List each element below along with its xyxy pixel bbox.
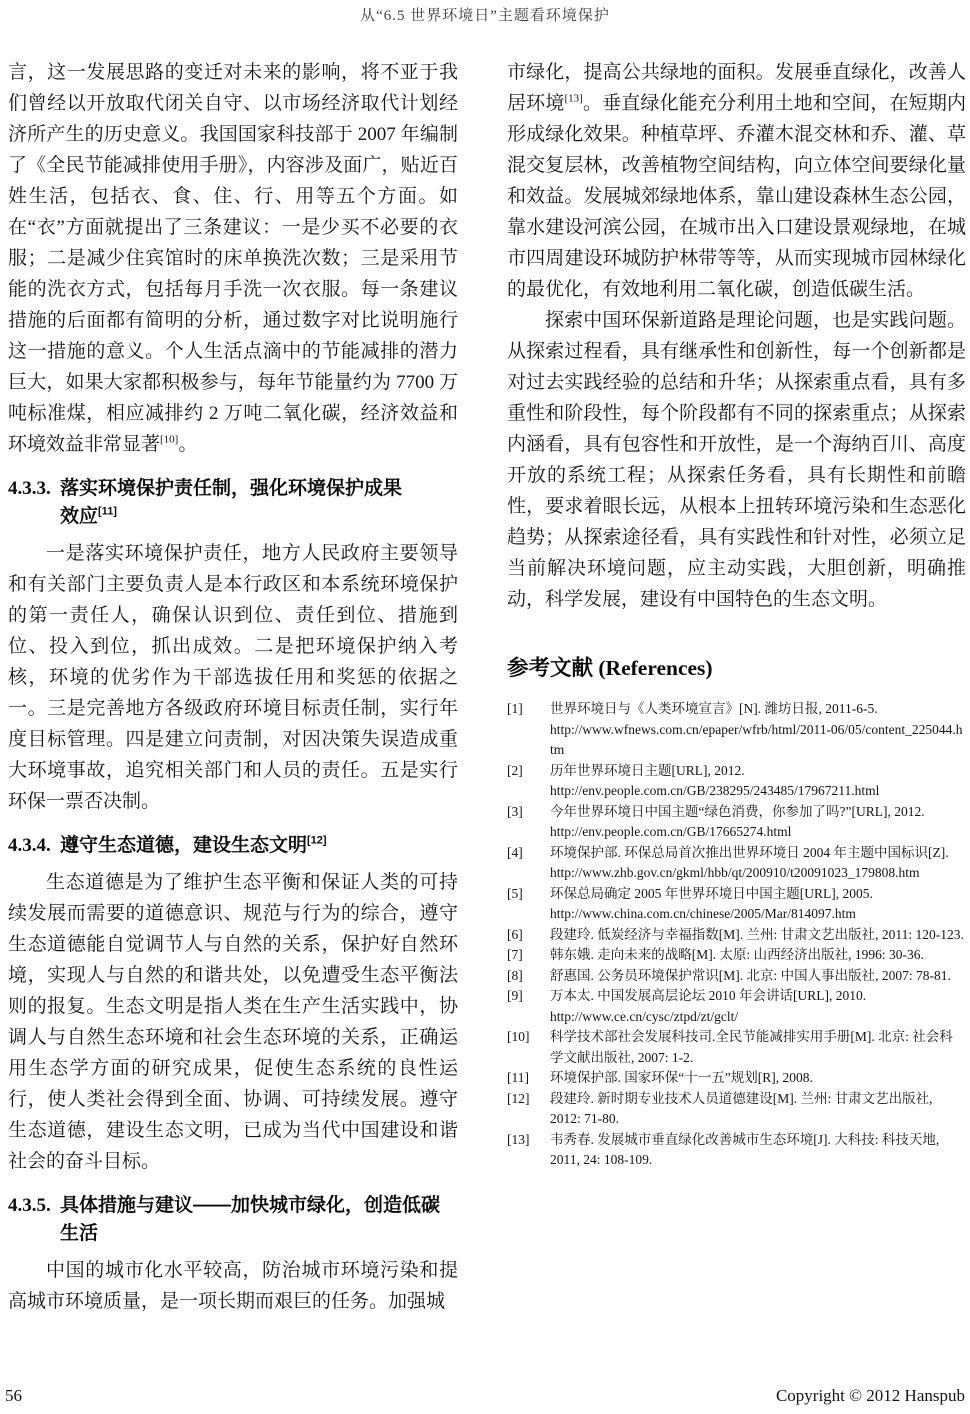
references-heading-zh: 参考文献 — [507, 656, 594, 680]
copyright-notice: Copyright © 2012 Hanspub — [775, 1386, 965, 1405]
citation-marker-13: [13] — [564, 92, 583, 105]
reference-url: http://www.ce.cn/cysc/ztpd/zt/gclt/ — [550, 1008, 739, 1024]
references-heading-en: (References) — [598, 656, 713, 680]
reference-item-13 — [507, 1130, 966, 1171]
paragraph-urbanization: 中国的城市化水平较高，防治城市环境污染和提高城市环境质量，是一项长期而艰巨的任务。加强城 — [8, 1260, 458, 1312]
reference-label: [4] — [507, 844, 523, 860]
reference-item-7 — [507, 945, 966, 966]
section-heading-4-3-5 — [8, 1192, 458, 1248]
section-title-line2: 效应 — [60, 506, 99, 527]
paragraph-text: 言，这一发展思路的变迁对未来的影响，将不亚于我们曾经以开放取代闭关自守、以市场经济取代计划经济所产生的历史意义。我国国家科技部于 2007 年编制了《全民节能减排使用手册》，内容涉及面广，贴近百姓生活，包括衣、食、住、行、用等五个方面。如在“衣”方面就提出了三条建议：一是少买不必要的衣服；二是减少住宾馆时的床单换洗次数；三是采用节能的洗衣方式，包括每月手洗一次衣服。每一条建议措施的后面都有简明的分析，通过数字对比说明施行这一措施的意义。个人生活点滴中的节能减排的潜力巨大，如果大家都积极参与，每年节能量约为 7700 万吨标准煤，相应减排约 2 万吨二氧化碳，经济效益和环境效益非常显著 — [8, 62, 458, 455]
reference-label: [9] — [507, 988, 523, 1003]
reference-url: http://www.zhb.gov.cn/gkml/hbb/qt/200910/t20091023_179808.htm — [550, 865, 920, 880]
reference-label: [7] — [507, 947, 523, 962]
paragraph-responsibility-system: 一是落实环境保护责任，地方人民政府主要领导和有关部门主要负责人是本行政区和本系统环境保护的第一责任人，确保认识到位、责任到位、措施到位、投入到位，抓出成效。二是把环境保护纳入考核，环境的优劣作为干部选拔任用和奖惩的依据之一。三是完善地方各级政府环境目标责任制，实行年度目标管理。四是建立问责制，对因决策失误造成重大环境事故，追究相关部门和人员的责任。五是实行环保一票否决制。 — [8, 543, 458, 812]
section-number: 4.3.3. — [8, 478, 51, 499]
reference-text: 万本太. 中国发展高层论坛 2010 年会讲话[URL], 2010. — [550, 988, 867, 1003]
reference-item-6 — [507, 925, 966, 946]
reference-label: [11] — [507, 1070, 529, 1085]
reference-text: 今年世界环境日中国主题“绿色消费，你参加了吗?”[URL], 2012. http://env.people.com.cn/GB/17665274.html — [550, 803, 925, 839]
reference-body — [550, 1027, 966, 1068]
reference-item-5 — [507, 884, 966, 925]
section-number: 4.3.5. — [8, 1195, 51, 1216]
reference-body — [550, 945, 966, 966]
reference-label: [12] — [507, 1090, 530, 1106]
citation-marker-11: [11] — [98, 505, 117, 518]
reference-text: 韦秀春. 发展城市垂直绿化改善城市生态环境[J]. 大科技: 科技天地, 2011, 24: 108-109. — [550, 1131, 940, 1167]
reference-text: 科学技术部社会发展科技司.全民节能减排实用手册[M]. 北京: 社会科学文献出版社, 2007: 1-2. — [550, 1029, 953, 1065]
reference-body — [550, 699, 966, 761]
reference-label: [1] — [507, 701, 523, 716]
reference-body — [550, 761, 966, 802]
references-list — [507, 699, 966, 1171]
reference-item-2 — [507, 761, 966, 802]
reference-text: 环境保护部. 环保总局首次推出世界环境日 2004 年主题中国标识[Z]. — [550, 844, 949, 860]
reference-item-3 — [507, 802, 966, 843]
reference-body — [550, 884, 966, 925]
reference-text: 段建玲. 低炭经济与幸福指数[M]. 兰州: 甘肃文艺出版社, 2011: 120-123. — [550, 926, 964, 942]
reference-text: 世界环境日与《人类环境宣言》[N]. 潍坊日报, 2011-6-5. — [550, 701, 878, 716]
reference-label: [10] — [507, 1029, 530, 1044]
reference-body — [550, 843, 966, 884]
right-column — [507, 57, 966, 1171]
reference-label: [5] — [507, 885, 523, 901]
page-number: 56 — [5, 1386, 22, 1405]
left-column — [8, 57, 458, 1317]
reference-text: 环境保护部. 国家环保“十一五”规划[R], 2008. — [550, 1070, 813, 1085]
reference-item-12 — [507, 1089, 966, 1130]
reference-item-8 — [507, 966, 966, 987]
reference-url: http://www.wfnews.com.cn/epaper/wfrb/html/2011-06/05/content_225044.htm — [550, 721, 963, 757]
paragraph-text: 。 — [178, 434, 198, 455]
reference-body — [550, 1130, 966, 1171]
reference-item-10 — [507, 1027, 966, 1068]
reference-url: http://env.people.com.cn/GB/238295/243485/17967211.html — [550, 783, 880, 798]
paragraph-text: 。垂直绿化能充分利用土地和空间，在短期内形成绿化效果。种植草坪、乔灌木混交林和乔、灌、草混交复层林，改善植物空间结构，向立体空间要绿化量和效益。发展城郊绿地体系，靠山建设森林生态公园，靠水建设河滨公园，在城市出入口建设景观绿地，在城市四周建设环城防护林带等等，从而实现城市园林绿化的最优化，有效地利用二氧化碳，创造低碳生活。 — [507, 93, 966, 300]
reference-body — [550, 1068, 966, 1089]
reference-label: [2] — [507, 762, 523, 778]
reference-item-4 — [507, 843, 966, 884]
reference-text: 段建玲. 新时期专业技术人员道德建设[M]. 兰州: 甘肃文艺出版社, 2012: 71-80. — [550, 1090, 933, 1126]
citation-marker-12: [12] — [307, 834, 327, 847]
reference-item-9 — [507, 986, 966, 1027]
references-heading — [507, 653, 966, 683]
reference-item-11 — [507, 1068, 966, 1089]
reference-text: 韩东娥. 走向未来的战略[M]. 太原: 山西经济出版社, 1996: 30-36. — [550, 947, 924, 962]
reference-label: [6] — [507, 926, 523, 942]
reference-label: [3] — [507, 803, 523, 819]
section-title-line1: 具体措施与建议——加快城市绿化，创造低碳 — [60, 1195, 441, 1216]
reference-body — [550, 986, 966, 1027]
citation-marker-10: [10] — [160, 433, 179, 446]
reference-text: 环保总局确定 2005 年世界环境日中国主题[URL], 2005. — [550, 885, 873, 901]
paragraph-energy-saving — [8, 57, 458, 460]
reference-text: 历年世界环境日主题[URL], 2012. — [550, 762, 745, 778]
reference-body — [550, 802, 966, 843]
section-title-line1: 遵守生态道德，建设生态文明 — [60, 835, 308, 856]
reference-body — [550, 925, 966, 946]
reference-label: [13] — [507, 1131, 530, 1147]
paragraph-new-path-exploration: 探索中国环保新道路是理论问题，也是实践问题。从探索过程看，具有继承性和创新性，每一个创新都是对过去实践经验的总结和升华；从探索重点看，具有多重性和阶段性，每个阶段都有不同的探索重点；从探索内涵看，具有包容性和开放性，是一个海纳百川、高度开放的系统工程；从探索任务看，具有长期性和前瞻性，要求着眼长远，从根本上扭转环境污染和生态恶化趋势；从探索途径看，具有实践性和针对性，必须立足当前解决环境问题，应主动实践，大胆创新，明确推动，科学发展，建设有中国特色的生态文明。 — [507, 310, 966, 610]
paragraph-text: 市绿化，提高公共绿地的面积。发展垂直绿化，改善人居环境 — [507, 62, 966, 114]
reference-url: http://www.china.com.cn/chinese/2005/Mar/814097.htm — [550, 906, 856, 921]
section-title — [60, 1192, 458, 1248]
section-title-line1: 落实环境保护责任制，强化环境保护成果 — [60, 478, 403, 499]
section-heading-4-3-3 — [8, 475, 458, 531]
section-title — [60, 475, 458, 531]
reference-text: 舒惠国. 公务员环境保护常识[M]. 北京: 中国人事出版社, 2007: 78-81. — [550, 967, 951, 983]
section-number: 4.3.4. — [8, 835, 51, 856]
reference-item-1 — [507, 699, 966, 761]
paragraph-ecological-ethics: 生态道德是为了维护生态平衡和保证人类的可持续发展而需要的道德意识、规范与行为的综合，遵守生态道德能自觉调节人与自然的关系，保护好自然环境，实现人与自然的和谐共处，以免遭受生态平衡法则的报复。生态文明是指人类在生产生活实践中，协调人与自然生态环境和社会生态环境的关系，正确运用生态学方面的研究成果，促使生态系统的良性运行，使人类社会得到全面、协调、可持续发展。遵守生态道德，建设生态文明，已成为当代中国建设和谐社会的奋斗目标。 — [8, 872, 458, 1172]
running-header-title: 从“6.5 世界环境日”主题看环境保护 — [360, 8, 610, 24]
reference-body — [550, 966, 966, 987]
section-heading-4-3-4 — [8, 832, 458, 860]
reference-label: [8] — [507, 967, 523, 983]
section-title — [60, 832, 458, 860]
paragraph-urban-greening — [507, 57, 966, 305]
section-title-line2: 生活 — [60, 1223, 99, 1244]
reference-body — [550, 1089, 966, 1130]
